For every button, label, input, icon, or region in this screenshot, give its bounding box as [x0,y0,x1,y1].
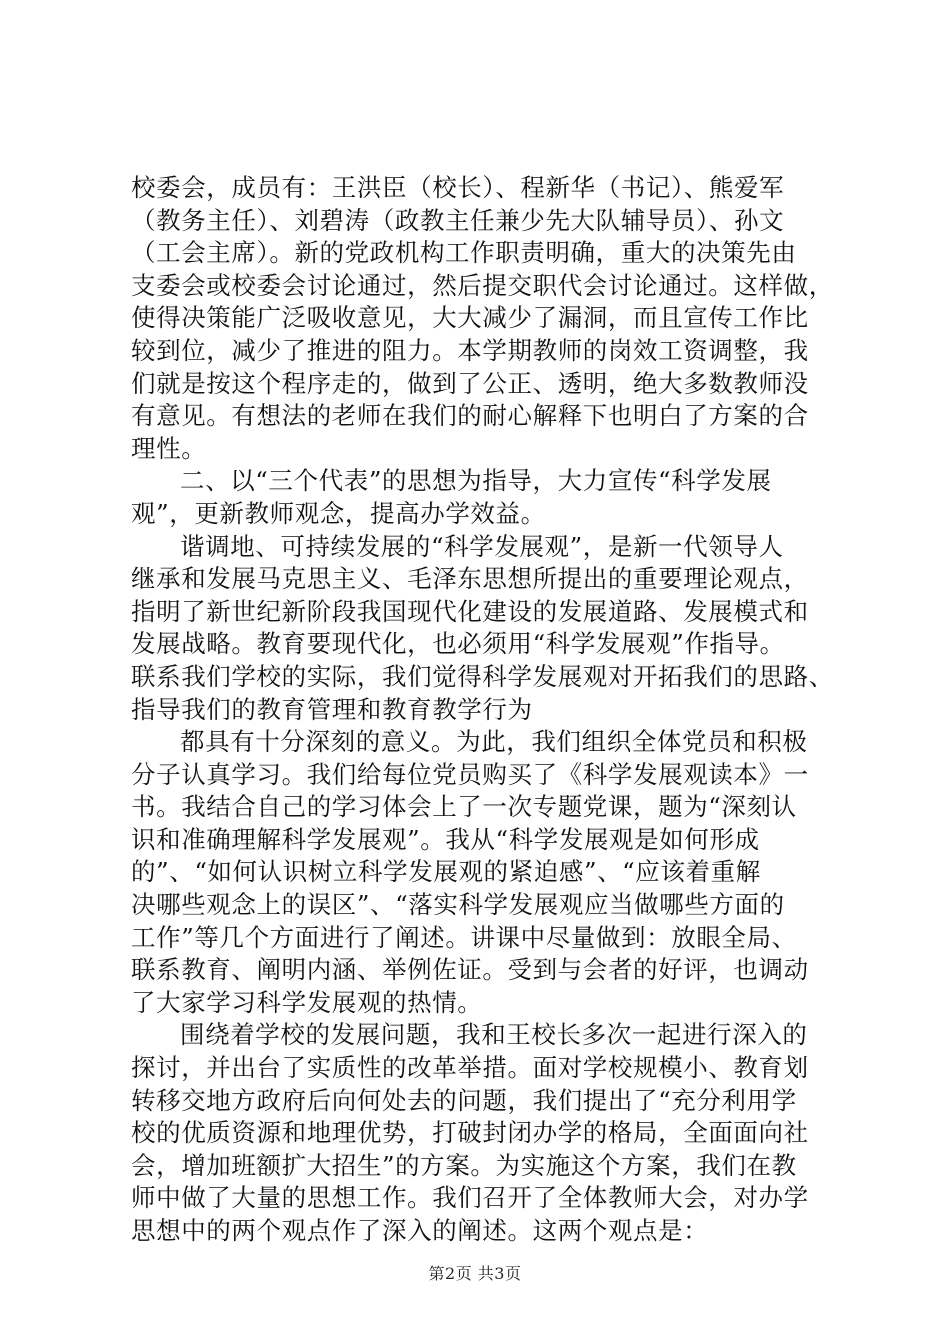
text-line: 指导我们的教育管理和教育教学行为 [131,694,533,724]
text-line: 工作”等几个方面进行了阐述。讲课中尽量做到：放眼全局、 [131,922,797,952]
document-body [131,172,834,1248]
text-line: 思想中的两个观点作了深入的阐述。这两个观点是： [131,1216,709,1245]
paragraph [131,531,834,727]
text-line: 探讨，并出台了实质性的改革举措。面对学校规模小、教育划 [131,1053,809,1083]
text-line: 观”，更新教师观念，提高办学效益。 [131,498,546,528]
text-line: 二、以“三个代表”的思想为指导，大力宣传“科学发展 [180,466,772,496]
text-line: 转移交地方政府后向何处去的问题，我们提出了“充分利用学 [131,1085,797,1115]
text-line: 决哪些观念上的误区”、“落实科学发展观应当做哪些方面的 [131,890,785,920]
text-line: 的”、“如何认识树立科学发展观的紧迫感”、“应该着重解 [131,857,761,887]
text-line: 谐调地、可持续发展的“科学发展观”，是新一代领导人 [180,531,784,561]
text-line: 们就是按这个程序走的，做到了公正、透明，绝大多数教师没 [131,368,809,398]
page-footer: 第2页 共3页 [428,1264,522,1283]
paragraph [131,726,831,1019]
text-line: 联系教育、阐明内涵、举例佐证。受到与会者的好评，也调动 [131,955,809,985]
paragraph [131,172,834,465]
text-line: 校委会，成员有：王洪臣（校长）、程新华（书记）、熊爱军 [131,173,785,202]
text-line: 理性。 [131,433,207,463]
text-line: （工会主席）。新的党政机构工作职责明确，重大的决策先由 [131,238,797,268]
text-line: 都具有十分深刻的意义。为此，我们组织全体党员和积极 [180,727,808,757]
text-line: 分子认真学习。我们给每位党员购买了《科学发展观读本》一 [131,759,809,789]
text-line: 了大家学习科学发展观的热情。 [131,987,483,1017]
text-line: 校的优质资源和地理优势，打破封闭办学的格局，全面面向社 [131,1118,809,1148]
text-line: 有意见。有想法的老师在我们的耐心解释下也明白了方案的合 [131,401,809,431]
text-line: 联系我们学校的实际，我们觉得科学发展观对开拓我们的思路、 [131,661,834,691]
text-line: 继承和发展马克思主义、毛泽东思想所提出的重要理论观点， [131,564,809,594]
paragraph [131,1019,831,1247]
text-line: 指明了新世纪新阶段我国现代化建设的发展道路、发展模式和 [131,596,809,626]
text-line: 使得决策能广泛吸收意见，大大减少了漏洞，而且宣传工作比 [131,303,809,333]
text-line: 较到位，减少了推进的阻力。本学期教师的岗效工资调整，我 [131,335,809,365]
paragraph [131,465,831,530]
text-line: 师中做了大量的思想工作。我们召开了全体教师大会，对办学 [131,1183,809,1213]
text-line: （教务主任）、刘碧涛（政教主任兼少先大队辅导员）、孙文 [131,205,785,235]
text-line: 识和准确理解科学发展观”。我从“科学发展观是如何形成 [131,824,760,854]
text-line: 支委会或校委会讨论通过，然后提交职代会讨论通过。这样做， [131,270,834,300]
text-line: 书。我结合自己的学习体会上了一次专题党课，题为“深刻认 [131,792,797,822]
text-line: 围绕着学校的发展问题，我和王校长多次一起进行深入的 [180,1020,808,1050]
text-line: 发展战略。教育要现代化，也必须用“科学发展观”作指导。 [131,629,785,659]
text-line: 会，增加班额扩大招生”的方案。为实施这个方案，我们在教 [131,1150,797,1180]
